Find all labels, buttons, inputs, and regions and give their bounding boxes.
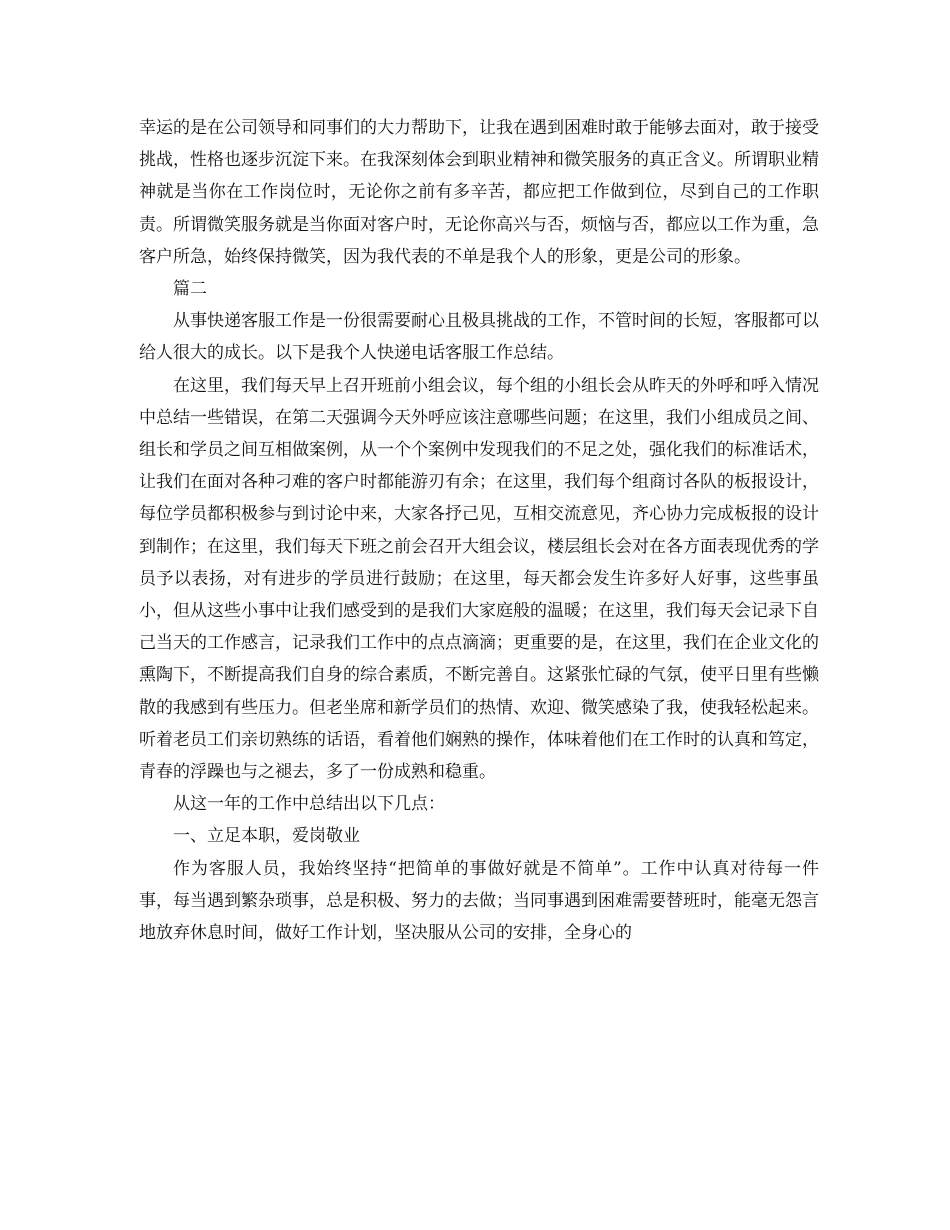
paragraph-point-one-body: 作为客服人员，我始终坚持“把简单的事做好就是不简单”。工作中认真对待每一件事，每当遇到繁杂琐事，总是积极、努力的去做；当同事遇到困难需要替班时，能毫无怨言地放弃休息时间，做好工作计划，坚决服从公司的安排，全身心的 [139,858,819,944]
document-page [139,112,819,949]
subheading-point-one: 一、立足本职，爱岗敬业 [173,826,360,847]
paragraph-intro: 从事快递客服工作是一份很需要耐心且极具挑战的工作，不管时间的长短，客服都可以给人很大的成长。以下是我个人快递电话客服工作总结。 [139,311,819,364]
paragraph-daily-work: 在这里，我们每天早上召开班前小组会议，每个组的小组长会从昨天的外呼和呼入情况中总结一些错误，在第二天强调今天外呼应该注意哪些问题；在这里，我们小组成员之间、组长和学员之间互相做案例，从一个个案例中发现我们的不足之处，强化我们的标准话术，让我们在面对各种刁难的客户时都能游刃有余；在这里，我们每个组商讨各队的板报设计，每位学员都积极参与到讨论中来，大家各抒己见，互相交流意见，齐心协力完成板报的设计到制作；在这里，我们每天下班之前会召开大组会议，楼层组长会对在各方面表现优秀的学员予以表扬，对有进步的学员进行鼓励；在这里，每天都会发生许多好人好事，这些事虽小，但从这些小事中让我们感受到的是我们大家庭般的温暖；在这里，我们每天会记录下自己当天的工作感言，记录我们工作中的点点滴滴；更重要的是，在这里，我们在企业文化的熏陶下，不断提高我们自身的综合素质，不断完善自。这紧张忙碌的气氛，使平日里有些懒散的我感到有些压力。但老坐席和新学员们的热情、欢迎、微笑感染了我，使我轻松起来。听着老员工们亲切熟练的话语，看着他们娴熟的操作，体味着他们在工作时的认真和笃定，青春的浮躁也与之褪去，多了一份成熟和稳重。 [139,375,819,783]
section-heading-part-two: 篇二 [173,279,207,300]
paragraph-continuation: 幸运的是在公司领导和同事们的大力帮助下，让我在遇到困难时敢于能够去面对，敢于接受挑战，性格也逐步沉淀下来。在我深刻体会到职业精神和微笑服务的真正含义。所谓职业精神就是当你在工作岗位时，无论你之前有多辛苦，都应把工作做到位，尽到自己的工作职责。所谓微笑服务就是当你面对客户时，无论你高兴与否，烦恼与否，都应以工作为重，急客户所急，始终保持微笑，因为我代表的不单是我个人的形象，更是公司的形象。 [139,118,819,267]
paragraph-summary-lead: 从这一年的工作中总结出以下几点： [173,794,445,815]
